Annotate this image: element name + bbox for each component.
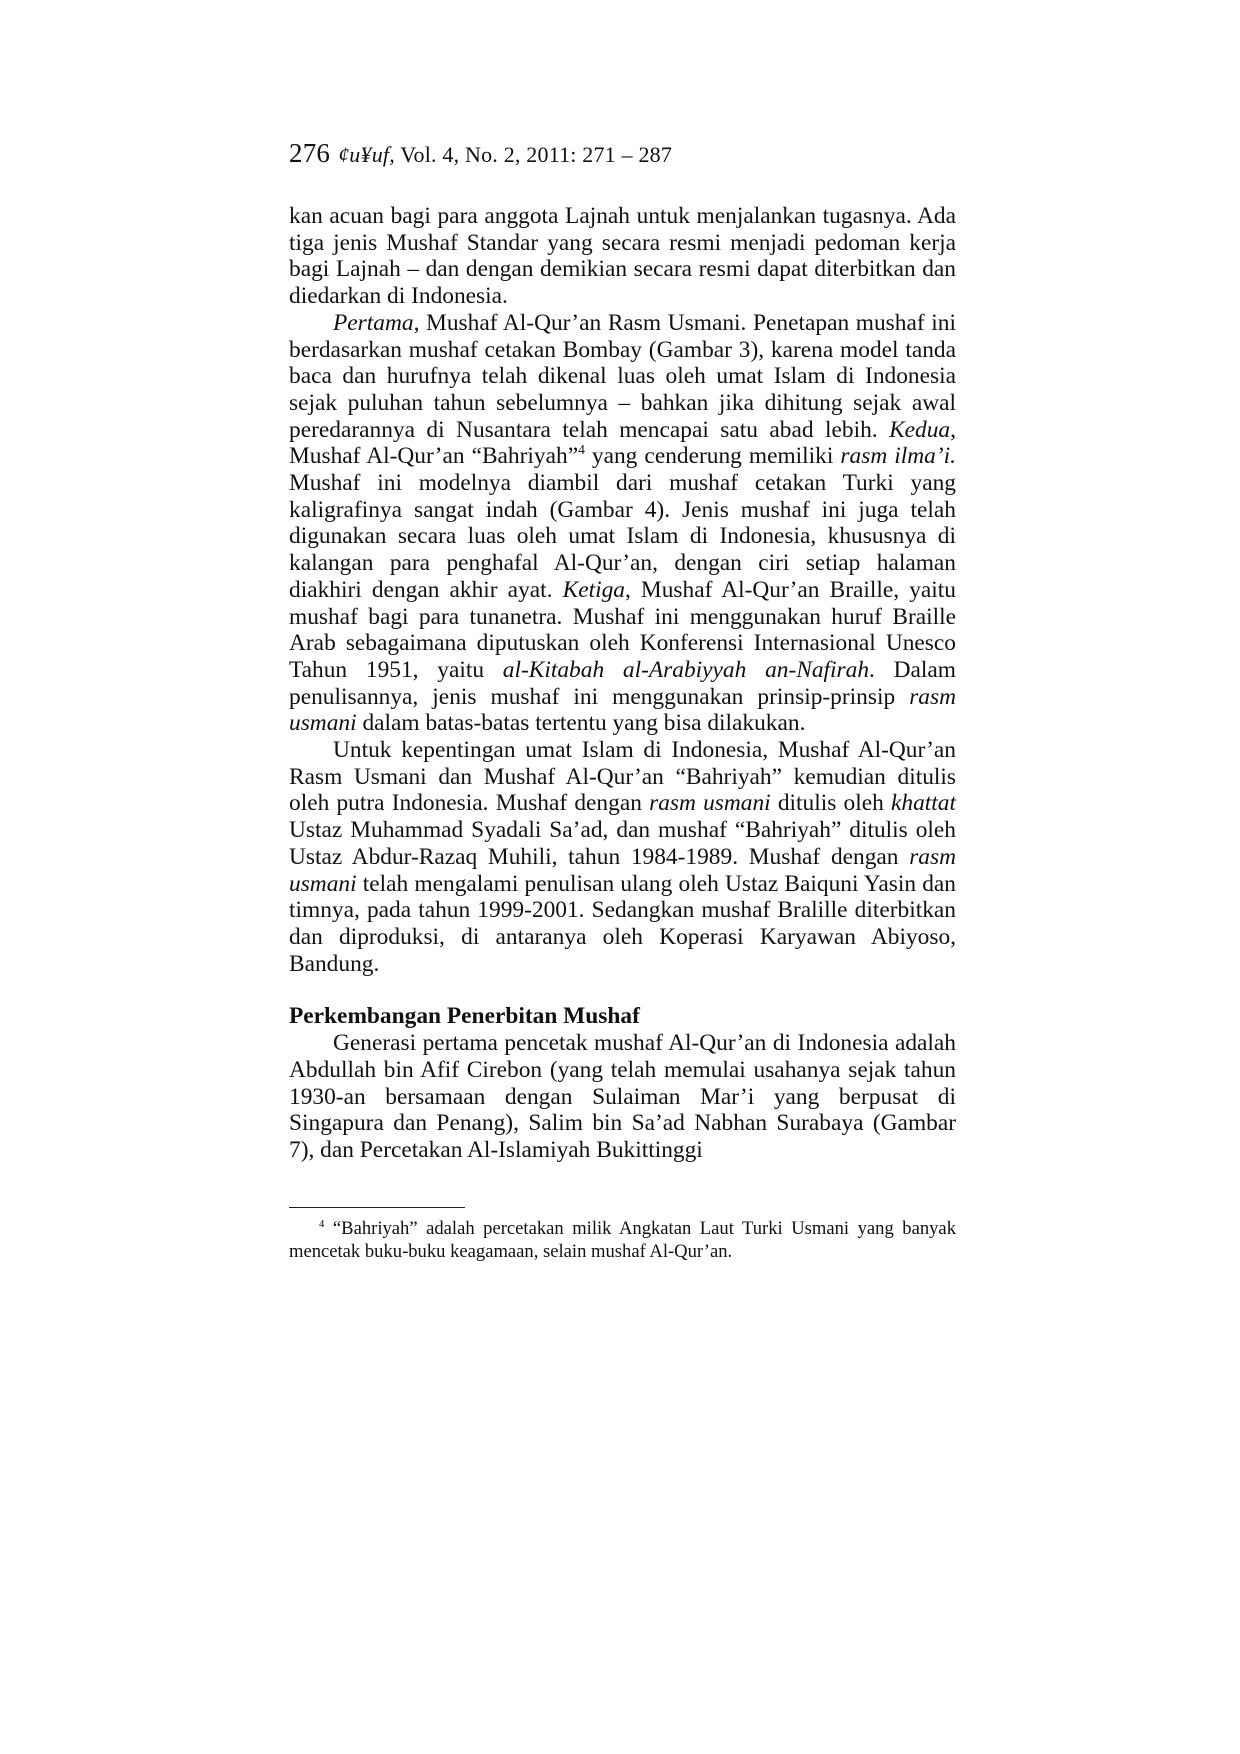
text-run: telah mengalami penulisan ulang oleh Ustaz Baiquni Yasin dan timnya, pada tahun 1999-2001. Sedangkan mushaf Bralille diterbitkan dan diproduksi, di antaranya oleh Koperasi Karyawan Abiyoso, Bandung.	[289, 870, 956, 977]
text-run: yang cenderung memiliki	[584, 443, 841, 470]
body-text	[289, 203, 956, 1164]
text-run: Untuk kepentingan umat Islam di Indonesia, Mushaf Al-Qur’an Rasm Usmani dan Mushaf Al-Qur’an “Bahriyah” kemudian ditulis oleh putra Indonesia. Mushaf dengan	[289, 737, 956, 817]
text-run: Mushaf ini modelnya diambil dari mushaf cetakan Turki yang kaligrafinya sangat indah (Gambar 4). Jenis mushaf ini juga telah digunakan secara luas oleh umat Islam di Indonesia, khususnya di kalangan para penghafal Al-Qur’an, dengan ciri setiap halaman diakhiri dengan akhir ayat.	[289, 470, 956, 603]
emphasis: rasm usmani	[649, 790, 771, 817]
running-header	[289, 138, 672, 169]
citation: , Vol. 4, No. 2, 2011: 271 – 287	[389, 142, 673, 167]
emphasis: rasm usmani	[289, 683, 956, 737]
text-run: , Mushaf Al-Qur’an Braille, yaitu mushaf bagi para tunanetra. Mushaf ini menggunakan huruf Braille Arab sebagaimana diputuskan oleh Konferensi Internasional Unesco Tahun 1951, yaitu	[289, 576, 956, 683]
text-run: ditulis oleh	[770, 790, 892, 817]
emphasis: Pertama	[333, 309, 414, 336]
emphasis: Kedua	[889, 416, 951, 443]
footnote-divider	[289, 1207, 465, 1208]
footnote-number: 4	[319, 1217, 325, 1230]
footnote-reference: 4	[578, 442, 585, 458]
footnote-text: “Bahriyah” adalah percetakan milik Angkatan Laut Turki Usmani yang banyak mencetak buku-buku keagamaan, selain mushaf Al-Qur’an.	[289, 1218, 956, 1262]
emphasis: Ketiga	[562, 576, 625, 603]
journal-name: ¢u¥uf	[338, 142, 390, 167]
paragraph-1: kan acuan bagi para anggota Lajnah untuk menjalankan tugasnya. Ada tiga jenis Mushaf Standar yang secara resmi menjadi pedoman kerja bagi Lajnah – dan dengan demikian secara resmi dapat diterbitkan dan diedarkan di Indonesia.	[289, 203, 956, 310]
page-number: 276	[289, 138, 331, 168]
paragraph-4: Generasi pertama pencetak mushaf Al-Qur’an di Indonesia adalah Abdullah bin Afif Cirebon (yang telah memulai usahanya sejak tahun 1930-an bersamaan dengan Sulaiman Mar’i yang berpusat di Singapura dan Penang), Salim bin Sa’ad Nabhan Surabaya (Gambar 7), dan Percetakan Al-Islamiyah Bukittinggi	[289, 1030, 956, 1163]
text-run: . Dalam penulisannya, jenis mushaf ini menggunakan prinsip-prinsip	[289, 656, 956, 710]
section-heading: Perkembangan Penerbitan Mushaf	[289, 1003, 640, 1030]
paragraph-3	[289, 737, 956, 977]
footnote	[289, 1218, 956, 1264]
text-run: , Mushaf Al-Qur’an Rasm Usmani. Penetapan mushaf ini berdasarkan mushaf cetakan Bombay (Gambar 3), karena model tanda baca dan hurufnya telah dikenal luas oleh umat Islam di Indonesia sejak puluhan tahun sebelumnya – bahkan jika dihitung sejak awal peredarannya di Nusantara telah mencapai satu abad lebih.	[289, 309, 956, 443]
text-run: , Mushaf Al-Qur’an “Bahriyah”	[289, 416, 956, 470]
emphasis: rasm ilma’i.	[840, 443, 956, 470]
paragraph-2	[289, 310, 956, 737]
text-run: dalam batas-batas tertentu yang bisa dilakukan.	[356, 710, 806, 737]
text-run: Ustaz Muhammad Syadali Sa’ad, dan mushaf “Bahriyah” ditulis oleh Ustaz Abdur-Razaq Muhili, tahun 1984-1989. Mushaf dengan	[289, 817, 956, 870]
emphasis: al-Kitabah al-Arabiyyah an-Nafirah	[502, 656, 870, 683]
emphasis: khattat	[891, 790, 956, 817]
emphasis: rasm usmani	[289, 843, 956, 897]
